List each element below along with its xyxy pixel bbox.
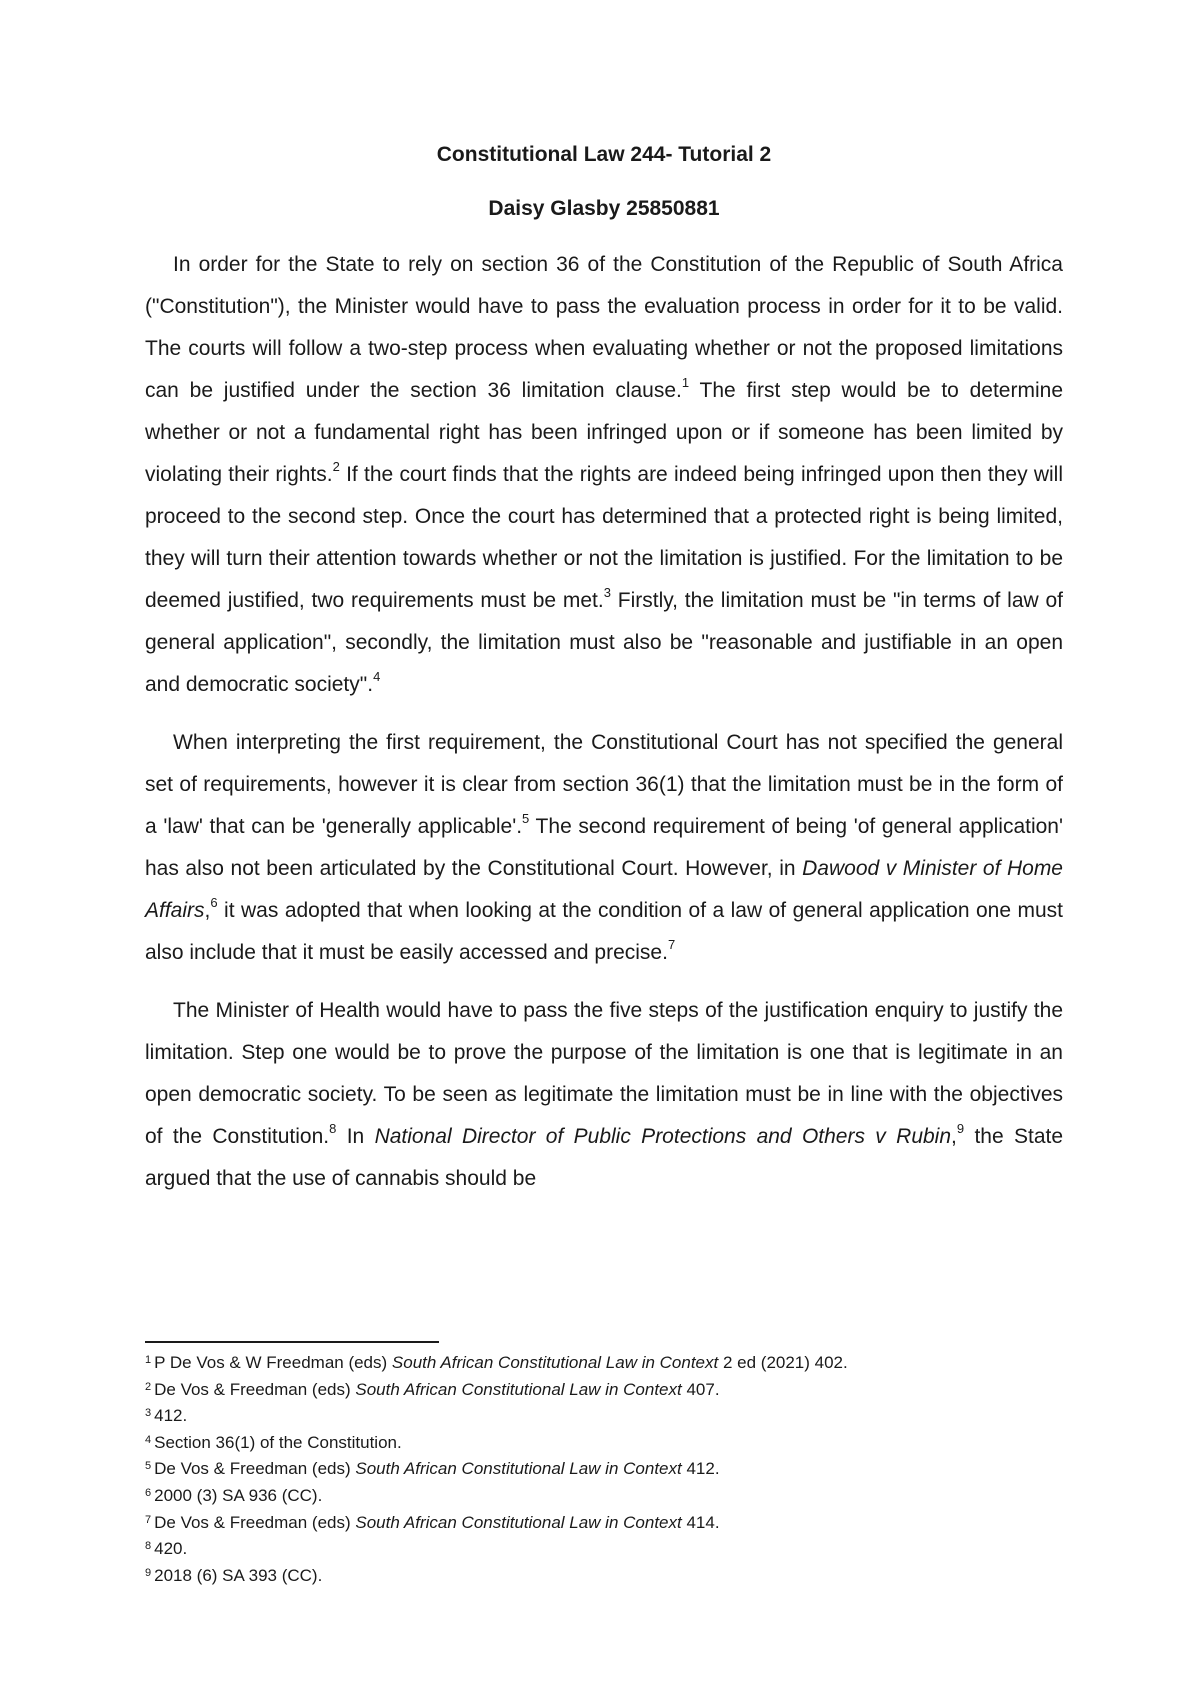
paragraph-1-text-3: If the court finds that the rights are indeed being infringed upon then they will proceed to the second step. Once the court has determined that a protected right is being limited, they will turn their attention towards whether or not the limitation is justified. For the limitation to be deemed justified, two requirements must be met. xyxy=(145,463,1063,612)
footnote-ref-3[interactable]: 3 xyxy=(603,585,611,600)
footnote-book-title: South African Constitutional Law in Context xyxy=(355,1459,682,1479)
footnote-number: 8 xyxy=(145,1540,152,1553)
footnote-text-end: 2 ed (2021) 402. xyxy=(718,1353,848,1372)
footnote-9 xyxy=(145,1564,1063,1591)
footnote-ref-5[interactable]: 5 xyxy=(522,811,530,826)
footnote-ref-1[interactable]: 1 xyxy=(681,375,690,390)
paragraph-3-text-4: the State argued that the use of cannabis should be xyxy=(145,1125,1064,1190)
footnote-6 xyxy=(145,1484,1063,1511)
footnotes-section xyxy=(145,1341,1063,1590)
paragraph-2-text-4: it was adopted that when looking at the condition of a law of general application one must also include that it must be easily accessed and precise. xyxy=(145,899,1063,964)
footnote-3 xyxy=(145,1404,1063,1431)
footnote-1 xyxy=(145,1351,1063,1378)
footnote-number: 6 xyxy=(145,1486,152,1499)
footnote-8 xyxy=(145,1537,1063,1564)
footnote-number: 1 xyxy=(145,1354,152,1366)
footnote-text: De Vos & Freedman (eds) xyxy=(154,1459,356,1479)
footnote-ref-8[interactable]: 8 xyxy=(329,1121,337,1136)
paragraph-1-text-1: In order for the State to rely on section 36 of the Constitution of the Republic of South Africa ("Constitution"), the Minister would have to pass the evaluation process in order for it to be valid. The courts will follow a two-step process when evaluating whether or not the proposed limitations can be justified under the section 36 limitation clause. xyxy=(145,253,1063,402)
footnote-text-end: 412. xyxy=(681,1459,720,1479)
footnote-7 xyxy=(145,1511,1063,1538)
footnote-number: 5 xyxy=(145,1460,152,1473)
paragraph-3 xyxy=(145,990,1063,1200)
footnote-2 xyxy=(145,1378,1063,1405)
footnote-book-title: South African Constitutional Law in Context xyxy=(355,1379,682,1399)
footnote-divider xyxy=(145,1341,439,1343)
footnote-text: De Vos & Freedman (eds) xyxy=(154,1379,356,1399)
document-title: Constitutional Law 244- Tutorial 2 xyxy=(436,143,772,166)
document-page xyxy=(145,140,1063,1216)
footnote-4 xyxy=(145,1431,1063,1458)
footnote-number: 3 xyxy=(145,1407,152,1420)
paragraph-3-text-1: The Minister of Health would have to pass the five steps of the justification enquiry to justify the limitation. Step one would be to prove the purpose of the limitation is one that is legitimate in an open democratic society. To be seen as legitimate the limitation must be in line with the objectives of the Constitution. xyxy=(145,999,1063,1148)
paragraph-2-text-2: The second requirement of being 'of general application' has also not been articulated by the Constitutional Court. However, in xyxy=(145,815,1063,880)
paragraph-1-text-4: Firstly, the limitation must be "in terms of law of general application", secondly, the limitation must also be "reasonable and justifiable in an open and democratic society". xyxy=(145,589,1063,696)
footnote-book-title: South African Constitutional Law in Context xyxy=(391,1353,719,1372)
footnote-ref-7[interactable]: 7 xyxy=(667,937,676,952)
paragraph-3-text-2: In xyxy=(336,1125,375,1148)
paragraph-2-text-3: , xyxy=(204,899,211,922)
footnote-text-end: 407. xyxy=(681,1379,720,1399)
footnote-ref-6[interactable]: 6 xyxy=(210,895,218,910)
footnote-ref-4[interactable]: 4 xyxy=(373,669,381,684)
paragraph-1 xyxy=(145,244,1063,706)
footnote-text: Section 36(1) of the Constitution. xyxy=(154,1432,402,1452)
footnote-ref-2[interactable]: 2 xyxy=(332,459,340,474)
footnote-text: De Vos & Freedman (eds) xyxy=(154,1512,356,1532)
paragraph-2 xyxy=(145,722,1063,974)
footnote-text: 412. xyxy=(154,1406,188,1426)
footnote-number: 2 xyxy=(145,1380,152,1393)
paragraph-3-text-3: , xyxy=(951,1125,957,1148)
footnote-text: P De Vos & W Freedman (eds) xyxy=(154,1353,392,1372)
footnote-number: 4 xyxy=(145,1433,152,1446)
footnote-text: 2018 (6) SA 393 (CC). xyxy=(154,1565,323,1585)
footnote-text: 420. xyxy=(154,1539,188,1559)
footnote-book-title: South African Constitutional Law in Context xyxy=(355,1512,682,1532)
author-line: Daisy Glasby 25850881 xyxy=(488,197,720,220)
case-name-dawood: Dawood v Minister of Home Affairs xyxy=(145,857,1063,922)
footnote-number: 7 xyxy=(145,1513,152,1526)
footnote-number: 9 xyxy=(145,1566,152,1579)
footnote-text: 2000 (3) SA 936 (CC). xyxy=(154,1485,323,1505)
paragraph-1-text-2: The first step would be to determine whether or not a fundamental right has been infringed upon or if someone has been limited by violating their rights. xyxy=(145,379,1063,486)
paragraph-2-text-1: When interpreting the first requirement, the Constitutional Court has not specified the general set of requirements, however it is clear from section 36(1) that the limitation must be in the form of a 'law' that can be 'generally applicable'. xyxy=(145,731,1063,838)
case-name-rubin: National Director of Public Protections and Others v Rubin xyxy=(374,1125,952,1148)
footnote-ref-9[interactable]: 9 xyxy=(956,1121,965,1136)
footnote-text-end: 414. xyxy=(681,1512,720,1532)
footnote-5 xyxy=(145,1457,1063,1484)
